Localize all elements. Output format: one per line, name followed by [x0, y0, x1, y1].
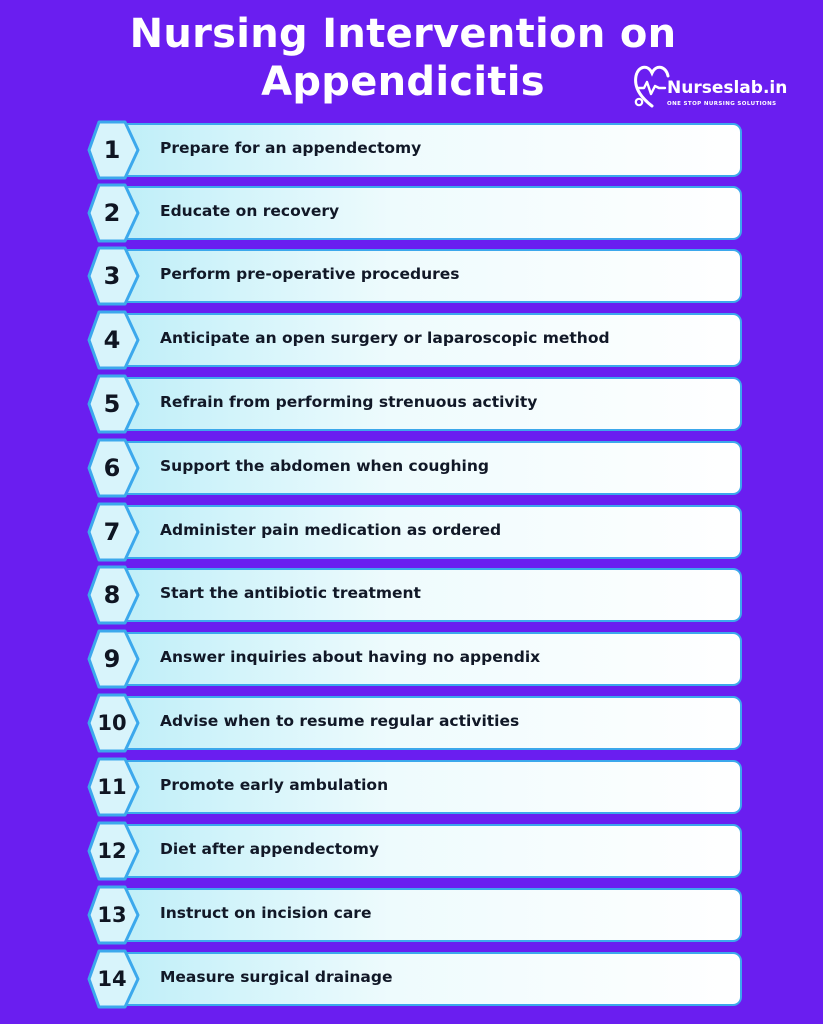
list-item	[86, 822, 742, 880]
number-hexagon	[86, 884, 142, 946]
list-item	[86, 247, 742, 305]
item-label: Refrain from performing strenuous activity	[160, 393, 538, 411]
number-hexagon	[86, 309, 142, 371]
number-hexagon	[86, 564, 142, 626]
item-number: 7	[103, 518, 121, 546]
number-hexagon	[86, 373, 142, 435]
list-item	[86, 950, 742, 1008]
number-hexagon	[86, 756, 142, 818]
item-number: 10	[97, 711, 127, 735]
list-item	[86, 503, 742, 561]
item-number: 2	[103, 199, 121, 227]
item-number: 4	[103, 326, 121, 354]
item-label: Promote early ambulation	[160, 776, 389, 794]
title-line-1: Nursing Intervention on	[129, 11, 677, 57]
item-label: Diet after appendectomy	[160, 840, 379, 858]
item-label: Administer pain medication as ordered	[160, 521, 502, 539]
list-item	[86, 311, 742, 369]
item-label: Measure surgical drainage	[160, 968, 393, 986]
list-item	[86, 439, 742, 497]
item-number: 13	[97, 903, 127, 927]
list-item	[86, 694, 742, 752]
number-hexagon	[86, 119, 142, 181]
number-hexagon	[86, 948, 142, 1010]
item-label: Perform pre-operative procedures	[160, 265, 460, 283]
item-number: 12	[97, 839, 127, 863]
number-hexagon	[86, 182, 142, 244]
list-item	[86, 758, 742, 816]
list-item	[86, 375, 742, 433]
logo-name: Nurseslab.in	[667, 78, 788, 98]
number-hexagon	[86, 628, 142, 690]
item-number: 9	[103, 645, 121, 673]
item-label: Start the antibiotic treatment	[160, 584, 421, 602]
item-label: Educate on recovery	[160, 202, 340, 220]
item-label: Anticipate an open surgery or laparoscopic method	[160, 329, 610, 347]
number-hexagon	[86, 437, 142, 499]
item-label: Instruct on incision care	[160, 904, 372, 922]
list-item	[86, 630, 742, 688]
item-number: 3	[103, 262, 121, 290]
item-number: 5	[103, 390, 121, 418]
logo-tagline: ONE STOP NURSING SOLUTIONS	[667, 101, 777, 107]
list-item	[86, 566, 742, 624]
item-label: Answer inquiries about having no appendix	[160, 648, 541, 666]
list-item	[86, 886, 742, 944]
list-item	[86, 184, 742, 242]
list-item	[86, 121, 742, 179]
item-number: 6	[103, 454, 121, 482]
item-number: 11	[97, 775, 127, 799]
item-number: 8	[103, 581, 121, 609]
title-line-2: Appendicitis	[261, 59, 545, 105]
item-number: 14	[97, 967, 127, 991]
item-number: 1	[103, 136, 121, 164]
number-hexagon	[86, 692, 142, 754]
item-label: Support the abdomen when coughing	[160, 457, 489, 475]
item-label: Advise when to resume regular activities	[160, 712, 520, 730]
item-label: Prepare for an appendectomy	[160, 139, 422, 157]
number-hexagon	[86, 501, 142, 563]
number-hexagon	[86, 245, 142, 307]
number-hexagon	[86, 820, 142, 882]
